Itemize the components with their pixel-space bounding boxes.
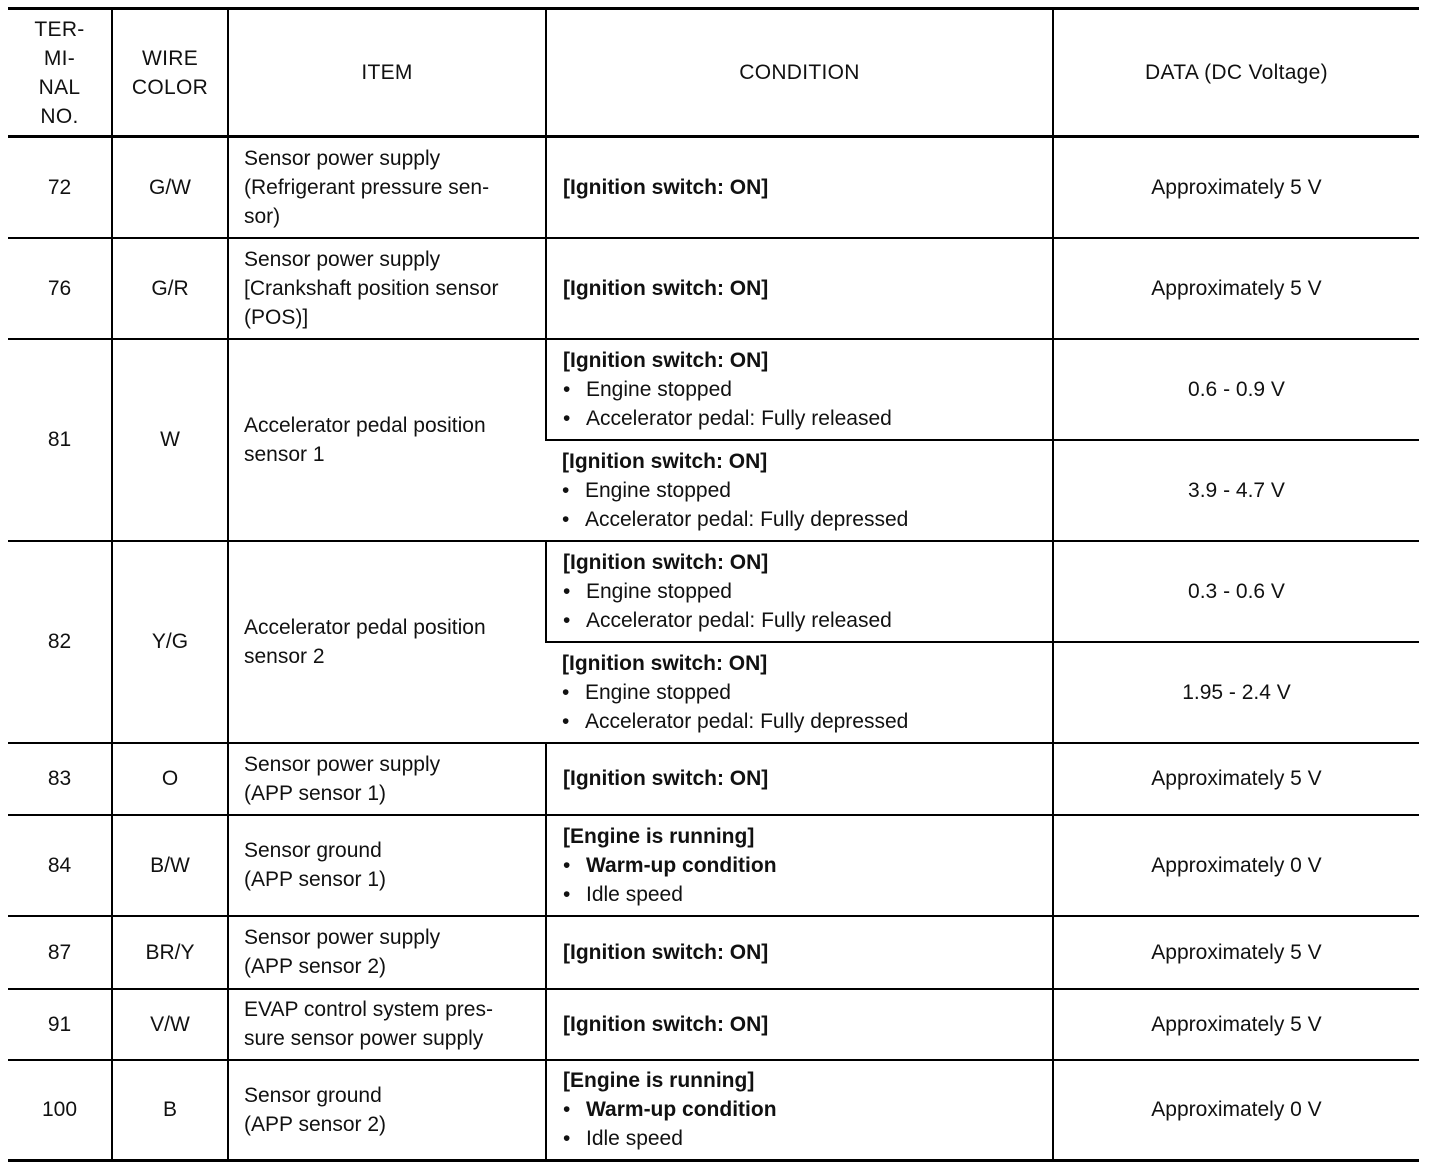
bullet-icon: • (563, 1127, 571, 1151)
bullet-icon: • (563, 853, 571, 877)
bullet-icon: • (563, 882, 571, 906)
item-line: (APP sensor 1) (244, 868, 387, 891)
data-voltage-cell: 1.95 - 2.4 V (1053, 642, 1419, 743)
data-voltage-cell: Approximately 5 V (1053, 238, 1419, 339)
table-row (8, 339, 1419, 440)
condition-heading: [Engine is running] (563, 1069, 755, 1093)
data-voltage-cell: Approximately 5 V (1053, 916, 1419, 989)
condition-heading: [Ignition switch: ON] (563, 276, 769, 300)
wire-color-cell: B (112, 1060, 228, 1161)
terminal-no-cell: 81 (8, 339, 112, 541)
header-terminal-line: TER- (34, 17, 85, 41)
condition-bullet (562, 707, 1046, 736)
data-voltage-cell: Approximately 5 V (1053, 137, 1419, 238)
table-row (8, 137, 1419, 238)
terminal-data-table (8, 7, 1419, 1162)
condition-bullet (563, 404, 1046, 433)
wire-color-cell: Y/G (112, 541, 228, 743)
table-row (8, 815, 1419, 916)
bullet-icon: • (563, 1098, 571, 1122)
condition-bullet-text: Warm-up condition (586, 1098, 777, 1122)
condition-heading: [Ignition switch: ON] (563, 348, 769, 372)
item-line: sensor 1 (244, 442, 325, 466)
data-voltage-cell: 0.3 - 0.6 V (1053, 541, 1419, 642)
bullet-icon: • (562, 478, 570, 502)
item-line: sor) (244, 204, 281, 228)
condition-cell (546, 137, 1053, 238)
bullet-icon: • (563, 608, 571, 632)
condition-cell (546, 743, 1053, 815)
bullet-icon: • (562, 680, 570, 704)
condition-heading: [Ignition switch: ON] (563, 1012, 769, 1036)
condition-bullet (562, 678, 1046, 707)
wire-color-cell: B/W (112, 815, 228, 916)
terminal-no-cell: 82 (8, 541, 112, 743)
wire-color-cell: O (112, 743, 228, 815)
item-cell (228, 815, 546, 916)
header-wire-line: COLOR (131, 75, 209, 99)
condition-heading: [Ignition switch: ON] (563, 550, 769, 574)
table-row (8, 541, 1419, 642)
wire-color-cell: V/W (112, 989, 228, 1060)
item-line: Sensor power supply (244, 247, 441, 271)
data-voltage-cell: Approximately 5 V (1053, 989, 1419, 1060)
table-row (8, 916, 1419, 989)
condition-bullet (562, 505, 1046, 534)
item-line: (POS)] (244, 305, 309, 329)
item-line: (APP sensor 1) (244, 781, 387, 805)
header-condition: CONDITION (546, 9, 1053, 137)
item-cell (228, 541, 546, 743)
condition-bullet-text: Accelerator pedal: Fully released (586, 406, 892, 430)
item-line: Sensor power supply (244, 146, 441, 170)
wire-color-cell: BR/Y (112, 916, 228, 989)
item-line: Accelerator pedal position (244, 413, 486, 437)
item-cell (228, 743, 546, 815)
item-line: Sensor power supply (244, 926, 441, 949)
item-line: sure sensor power supply (244, 1027, 484, 1050)
bullet-icon: • (563, 579, 571, 603)
terminal-no-cell: 87 (8, 916, 112, 989)
item-line: Sensor ground (244, 839, 382, 862)
condition-bullet-text: Accelerator pedal: Fully depressed (585, 709, 909, 733)
item-line: Sensor power supply (244, 752, 441, 776)
condition-bullet (563, 577, 1046, 606)
terminal-no-cell: 84 (8, 815, 112, 916)
data-voltage-cell: Approximately 0 V (1053, 815, 1419, 916)
condition-bullet (563, 851, 1046, 880)
item-line: [Crankshaft position sensor (244, 276, 499, 300)
bullet-icon: • (563, 406, 571, 430)
terminal-no-cell: 83 (8, 743, 112, 815)
item-line: EVAP control system pres- (244, 998, 493, 1021)
condition-heading: [Ignition switch: ON] (562, 651, 768, 675)
bullet-icon: • (562, 507, 570, 531)
condition-bullet-text: Accelerator pedal: Fully depressed (585, 507, 909, 531)
header-wire-line: WIRE (141, 46, 199, 70)
condition-cell (546, 541, 1053, 642)
condition-bullet (563, 1124, 1046, 1153)
condition-bullet-text: Idle speed (586, 1127, 683, 1151)
bullet-icon: • (562, 709, 570, 733)
wire-color-cell: W (112, 339, 228, 541)
header-terminal-line: MI- (43, 46, 76, 70)
table-row (8, 238, 1419, 339)
item-cell (228, 1060, 546, 1161)
table-row (8, 743, 1419, 815)
item-line: (APP sensor 2) (244, 955, 387, 978)
header-terminal-line: NO. (40, 104, 79, 128)
item-cell (228, 916, 546, 989)
terminal-no-cell: 76 (8, 238, 112, 339)
item-cell (228, 137, 546, 238)
table-row (8, 1060, 1419, 1161)
table-row (8, 989, 1419, 1060)
item-line: (APP sensor 2) (244, 1112, 387, 1136)
item-line: Sensor ground (244, 1083, 382, 1107)
item-line: sensor 2 (244, 644, 325, 668)
header-terminal-no (8, 9, 112, 137)
condition-cell (546, 440, 1053, 541)
condition-cell (546, 815, 1053, 916)
condition-cell (546, 1060, 1053, 1161)
condition-heading: [Ignition switch: ON] (563, 767, 769, 790)
header-terminal-line: NAL (38, 75, 81, 99)
condition-cell (546, 916, 1053, 989)
bullet-icon: • (563, 377, 571, 401)
condition-heading: [Ignition switch: ON] (563, 940, 769, 964)
condition-cell (546, 339, 1053, 440)
condition-bullet-text: Accelerator pedal: Fully released (586, 608, 892, 632)
condition-bullet-text: Idle speed (586, 882, 683, 906)
condition-heading: [Engine is running] (563, 824, 755, 848)
data-voltage-cell: Approximately 0 V (1053, 1060, 1419, 1161)
wire-color-cell: G/W (112, 137, 228, 238)
item-cell (228, 339, 546, 541)
terminal-no-cell: 72 (8, 137, 112, 238)
terminal-no-cell: 91 (8, 989, 112, 1060)
condition-bullet-text: Engine stopped (586, 377, 732, 401)
item-cell (228, 989, 546, 1060)
data-voltage-cell: 3.9 - 4.7 V (1053, 440, 1419, 541)
wire-color-cell: G/R (112, 238, 228, 339)
condition-bullet (563, 880, 1046, 909)
item-line: Accelerator pedal position (244, 615, 486, 639)
data-voltage-cell: Approximately 5 V (1053, 743, 1419, 815)
condition-bullet-text: Warm-up condition (586, 853, 777, 877)
condition-bullet (563, 606, 1046, 635)
item-line: (Refrigerant pressure sen- (244, 175, 490, 199)
condition-bullet-text: Engine stopped (586, 579, 732, 603)
header-item: ITEM (228, 9, 546, 137)
item-cell (228, 238, 546, 339)
condition-heading: [Ignition switch: ON] (562, 449, 768, 473)
condition-cell (546, 989, 1053, 1060)
condition-heading: [Ignition switch: ON] (563, 175, 769, 199)
condition-bullet (562, 476, 1046, 505)
terminal-no-cell: 100 (8, 1060, 112, 1161)
header-data: DATA (DC Voltage) (1053, 9, 1419, 137)
condition-bullet (563, 1095, 1046, 1124)
condition-bullet-text: Engine stopped (585, 478, 731, 502)
condition-cell (546, 642, 1053, 743)
header-row (8, 9, 1419, 137)
data-voltage-cell: 0.6 - 0.9 V (1053, 339, 1419, 440)
header-wire-color (112, 9, 228, 137)
condition-cell (546, 238, 1053, 339)
condition-bullet-text: Engine stopped (585, 680, 731, 704)
condition-bullet (563, 375, 1046, 404)
